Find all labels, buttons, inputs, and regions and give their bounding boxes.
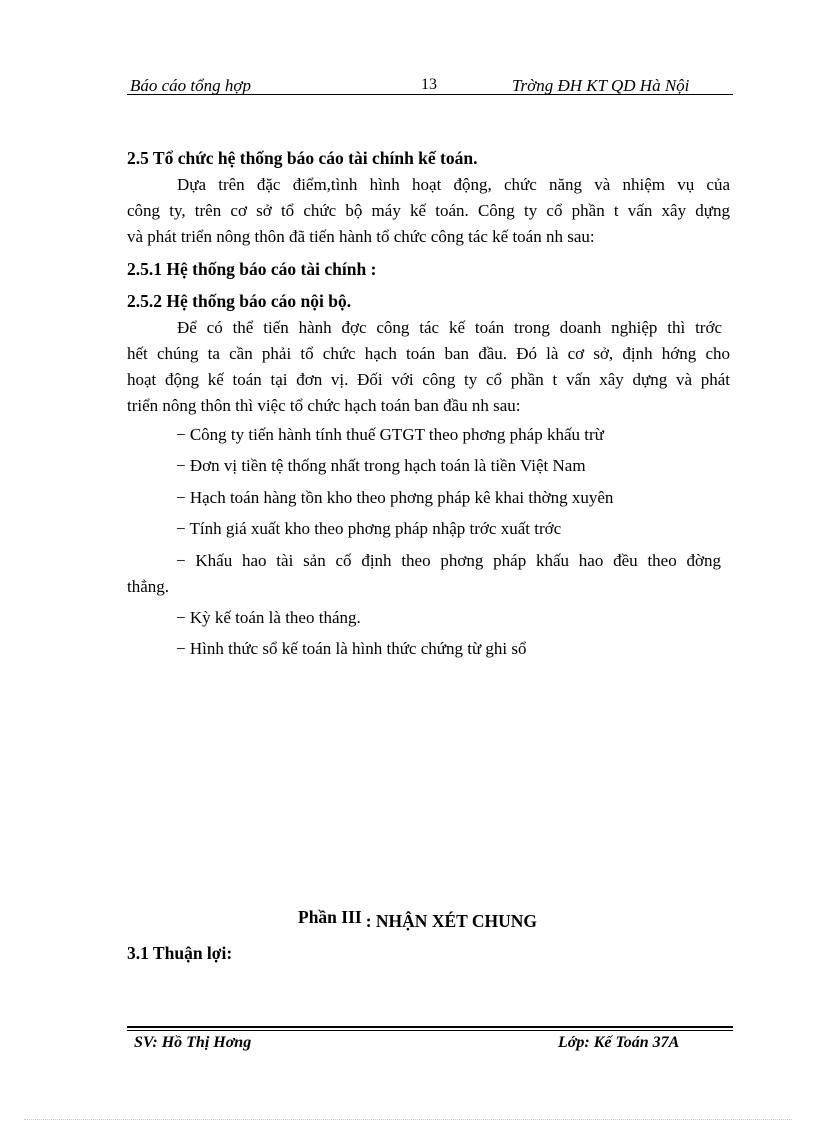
paragraph-line: hoạt động kế toán tại đơn vị. Đối với công ty cổ phần t vấn xây dựng và phát xyxy=(127,370,730,389)
header-right: Trờng ĐH KT QD Hà Nội xyxy=(512,76,690,95)
section-2-5-1-heading: 2.5.1 Hệ thống báo cáo tài chính : xyxy=(127,259,377,279)
part-3-heading: : NHẬN XÉT CHUNG xyxy=(365,911,538,931)
section-2-5-2-paragraph xyxy=(127,315,730,419)
paragraph-line: và phát triển nông thôn đã tiến hành tổ chức công tác kế toán nh sau: xyxy=(127,227,595,246)
page-edge-dots xyxy=(24,1119,792,1120)
bullet-marker: − xyxy=(176,425,186,444)
footer-left: SV: Hồ Thị Hơng xyxy=(134,1034,252,1051)
bullet-marker: − xyxy=(176,519,186,538)
paragraph-line: công ty, trên cơ sở tổ chức bộ máy kế toán. Công ty cổ phần t vấn xây dựng xyxy=(127,201,730,220)
bullet-marker: − xyxy=(176,488,186,507)
bullet-marker: − xyxy=(176,456,186,475)
footer-rule xyxy=(127,1026,733,1028)
paragraph-line: triển nông thôn thì việc tổ chức hạch toán ban đầu nh sau: xyxy=(127,396,521,415)
list-item: − Hình thức sổ kế toán là hình thức chứng từ ghi sổ xyxy=(176,639,527,658)
footer-rule-thin xyxy=(127,1030,733,1031)
footer-right: Lớp: Kế Toán 37A xyxy=(558,1034,680,1051)
section-2-5-2-heading: 2.5.2 Hệ thống báo cáo nội bộ. xyxy=(127,291,352,311)
list-item: − Kỳ kế toán là theo tháng. xyxy=(176,608,361,627)
section-2-5-paragraph xyxy=(127,172,730,250)
list-item: − Đơn vị tiền tệ thống nhất trong hạch toán là tiền Việt Nam xyxy=(176,456,586,475)
page-number: 13 xyxy=(421,76,437,93)
part-3-prefix: Phần III xyxy=(298,907,362,927)
list-item: − Hạch toán hàng tồn kho theo phơng pháp kê khai thờng xuyên xyxy=(176,488,614,507)
section-3-1-heading: 3.1 Thuận lợi: xyxy=(127,943,233,963)
list-item: − Khấu hao tài sản cố định theo phơng pháp khấu hao đều theo đờng xyxy=(176,551,721,570)
paragraph-line: hết chúng ta cần phải tổ chức hạch toán ban đầu. Đó là cơ sở, định hớng cho xyxy=(127,344,730,363)
section-2-5-heading: 2.5 Tổ chức hệ thống báo cáo tài chính kế toán. xyxy=(127,148,478,168)
paragraph-line: Để có thể tiến hành đợc công tác kế toán trong doanh nghiệp thì trớc xyxy=(177,318,722,337)
list-item: − Công ty tiến hành tính thuế GTGT theo phơng pháp khấu trừ xyxy=(176,425,604,444)
part-3-title xyxy=(298,907,538,931)
bullet-marker: − xyxy=(176,608,186,627)
header-rule xyxy=(127,94,733,95)
paragraph-line: Dựa trên đặc điểm,tình hình hoạt động, chức năng và nhiệm vụ của xyxy=(177,175,730,194)
list-item-continuation: thẳng. xyxy=(127,577,170,596)
list-item: − Tính giá xuất kho theo phơng pháp nhập trớc xuất trớc xyxy=(176,519,562,538)
header-left: Báo cáo tổng hợp xyxy=(130,76,251,95)
bullet-marker: − xyxy=(176,639,186,658)
bullet-marker: − xyxy=(176,551,186,570)
